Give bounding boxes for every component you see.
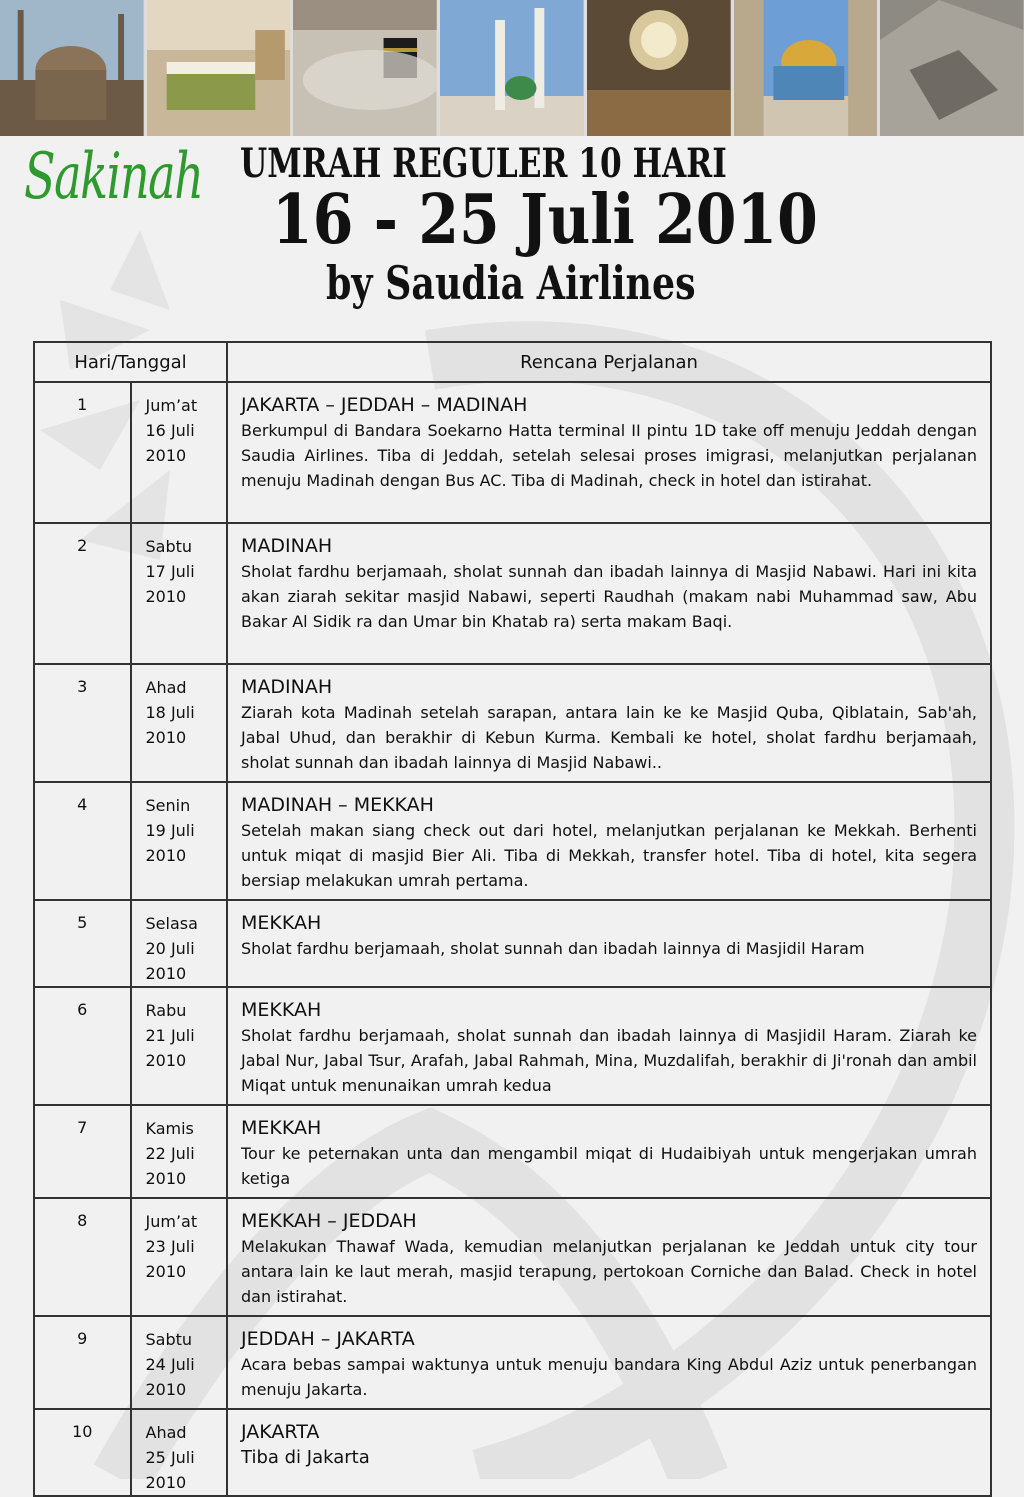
row-number: 5	[34, 900, 131, 987]
day-cell	[131, 1198, 228, 1316]
table-row	[34, 782, 991, 900]
plan-description: Melakukan Thawaf Wada, kemudian melanjutkan perjalanan ke Jeddah untuk city tour antara lain ke laut merah, masjid terapung, pertokoan Corniche dan Balad. Check in hotel dan istirahat.	[241, 1237, 977, 1306]
day-cell	[131, 382, 228, 523]
day-date: 16 Juli 2010	[145, 421, 195, 465]
day-cell	[131, 1105, 228, 1198]
day-name: Ahad	[145, 678, 187, 697]
table-row	[34, 987, 991, 1105]
table-row	[34, 1409, 991, 1496]
day-date: 18 Juli 2010	[145, 703, 195, 747]
day-cell	[131, 987, 228, 1105]
day-cell	[131, 1409, 228, 1496]
day-date: 17 Juli 2010	[145, 562, 195, 606]
day-name: Sabtu	[145, 537, 193, 556]
table-row	[34, 1198, 991, 1316]
plan-cell	[227, 1316, 991, 1409]
day-date: 20 Juli 2010	[145, 939, 195, 983]
row-number: 9	[34, 1316, 131, 1409]
plan-cell	[227, 523, 991, 664]
table-row	[34, 523, 991, 664]
madinah-mosque-photo	[440, 0, 587, 136]
day-date: 21 Juli 2010	[145, 1026, 195, 1070]
day-name: Jum’at	[145, 396, 198, 415]
day-name: Sabtu	[145, 1330, 193, 1349]
row-number: 8	[34, 1198, 131, 1316]
plan-title: JAKARTA	[241, 1421, 320, 1443]
day-date: 24 Juli 2010	[145, 1355, 195, 1399]
plan-cell	[227, 664, 991, 782]
day-name: Rabu	[145, 1001, 187, 1020]
row-number: 6	[34, 987, 131, 1105]
column-header-day: Hari/Tanggal	[34, 342, 227, 382]
plan-description: Tour ke peternakan unta dan mengambil miqat di Hudaibiyah untuk mengerjakan umrah ketiga	[241, 1144, 977, 1188]
table-row	[34, 1105, 991, 1198]
row-number: 7	[34, 1105, 131, 1198]
plan-title: MEKKAH – JEDDAH	[241, 1210, 417, 1232]
row-number: 1	[34, 382, 131, 523]
hotel-room-photo	[147, 0, 294, 136]
plan-description: Berkumpul di Bandara Soekarno Hatta terminal II pintu 1D take off menuju Jeddah dengan Saudia Airlines. Tiba di Jeddah, setelah selesai proses imigrasi, melanjutkan perjalanan menuju Madinah dengan Bus AC. Tiba di Madinah, check in hotel dan istirahat.	[241, 421, 977, 490]
plan-title: MADINAH	[241, 676, 333, 698]
plan-description: Sholat fardhu berjamaah, sholat sunnah dan ibadah lainnya di Masjidil Haram. Ziarah ke Jabal Nur, Jabal Tsur, Arafah, Jabal Rahmah, Mina, Muzdalifah, berakhir di Ji'ronah dan ambil Miqat untuk menunaikan umrah kedua	[241, 1026, 977, 1095]
dome-of-the-rock-photo	[734, 0, 881, 136]
table-header-row	[34, 342, 991, 382]
day-date: 22 Juli 2010	[145, 1144, 195, 1188]
table-row	[34, 900, 991, 987]
mosque-domes-photo	[0, 0, 147, 136]
table-row	[34, 664, 991, 782]
plan-cell	[227, 782, 991, 900]
table-row	[34, 1316, 991, 1409]
plan-title: MEKKAH	[241, 912, 322, 934]
plan-cell	[227, 1198, 991, 1316]
day-cell	[131, 523, 228, 664]
plan-cell	[227, 900, 991, 987]
day-name: Kamis	[145, 1119, 194, 1138]
cave-rock-photo	[880, 0, 1024, 136]
airline-label: by Saudia Airlines	[326, 256, 696, 310]
brand-logo-text: Sakinah	[24, 140, 203, 214]
plan-title: JAKARTA – JEDDAH – MADINAH	[241, 394, 528, 416]
mosque-interior-photo	[587, 0, 734, 136]
plan-title: MEKKAH	[241, 999, 322, 1021]
travel-dates: 16 - 25 Juli 2010	[272, 180, 818, 260]
day-name: Jum’at	[145, 1212, 198, 1231]
kaaba-crowd-photo	[293, 0, 440, 136]
package-title: UMRAH REGULER 10 HARI	[240, 140, 727, 187]
day-date: 23 Juli 2010	[145, 1237, 195, 1281]
day-cell	[131, 1316, 228, 1409]
row-number: 3	[34, 664, 131, 782]
column-header-plan: Rencana Perjalanan	[227, 342, 991, 382]
row-number: 2	[34, 523, 131, 664]
plan-cell	[227, 1409, 991, 1496]
day-name: Selasa	[145, 914, 198, 933]
plan-title: MADINAH – MEKKAH	[241, 794, 434, 816]
plan-description: Sholat fardhu berjamaah, sholat sunnah dan ibadah lainnya di Masjid Nabawi. Hari ini kita akan ziarah sekitar masjid Nabawi, seperti Raudhah (makam nabi Muhammad saw, Abu Bakar Al Sidik ra dan Umar bin Khatab ra) serta makam Baqi.	[241, 562, 977, 631]
plan-cell	[227, 382, 991, 523]
day-cell	[131, 900, 228, 987]
day-date: 25 Juli 2010	[145, 1448, 195, 1492]
plan-description: Ziarah kota Madinah setelah sarapan, antara lain ke ke Masjid Quba, Qiblatain, Sab'ah, Jabal Uhud, dan berakhir di Kebun Kurma. Kembali ke hotel, sholat fardhu berjamaah, sholat sunnah dan ibadah lainnya di Masjid Nabawi..	[241, 703, 977, 772]
plan-description: Sholat fardhu berjamaah, sholat sunnah dan ibadah lainnya di Masjidil Haram	[241, 939, 865, 958]
day-cell	[131, 664, 228, 782]
plan-description: Acara bebas sampai waktunya untuk menuju bandara King Abdul Aziz untuk penerbangan menuju Jakarta.	[241, 1355, 977, 1399]
day-name: Senin	[145, 796, 191, 815]
plan-title: MEKKAH	[241, 1117, 322, 1139]
day-name: Ahad	[145, 1423, 187, 1442]
table-row	[34, 382, 991, 523]
row-number: 4	[34, 782, 131, 900]
day-date: 19 Juli 2010	[145, 821, 195, 865]
row-number: 10	[34, 1409, 131, 1496]
plan-title: MADINAH	[241, 535, 333, 557]
plan-cell	[227, 1105, 991, 1198]
plan-title: JEDDAH – JAKARTA	[241, 1328, 415, 1350]
plan-cell	[227, 987, 991, 1105]
plan-description: Setelah makan siang check out dari hotel, melanjutkan perjalanan ke Mekkah. Berhenti untuk miqat di masjid Bier Ali. Tiba di Mekkah, transfer hotel. Tiba di hotel, kita segera bersiap melakukan umrah pertama.	[241, 821, 977, 890]
photo-strip	[0, 0, 1024, 136]
plan-description: Tiba di Jakarta	[241, 1447, 370, 1468]
day-cell	[131, 782, 228, 900]
itinerary-table	[33, 341, 992, 1497]
